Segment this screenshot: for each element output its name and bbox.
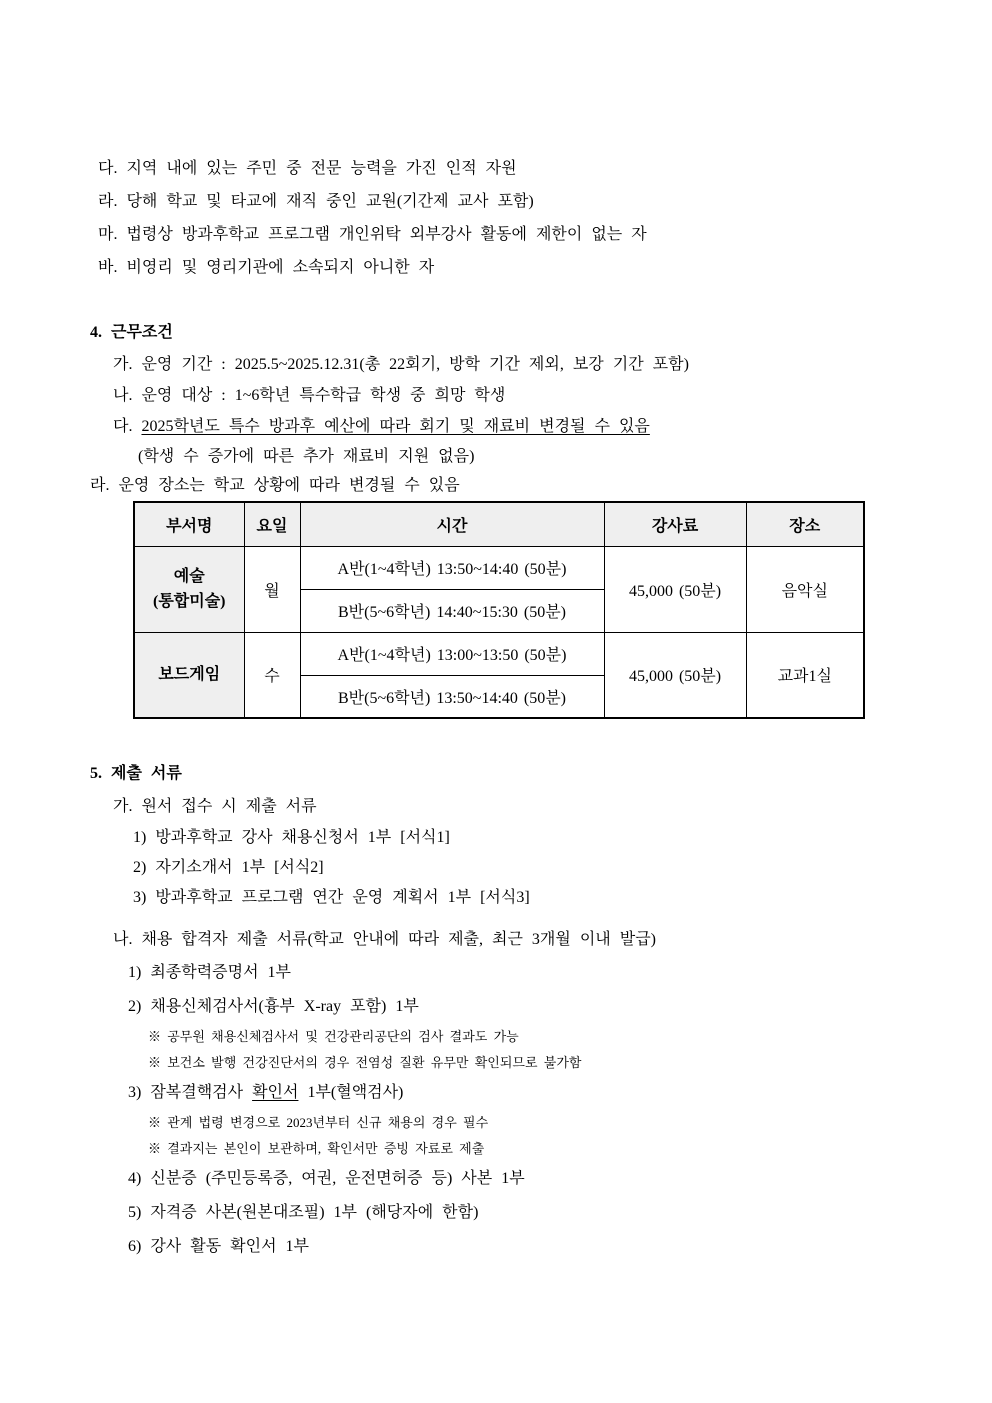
dept-line: 보드게임 [158,666,221,684]
dept-cell [134,546,244,632]
item-text-underlined: 2025학년도 특수 방과후 예산에 따라 회기 및 재료비 변경될 수 있음 [141,418,650,435]
item-text: 법령상 방과후학교 프로그램 개인위탁 외부강사 활동에 제한이 없는 자 [126,226,647,243]
item-text: 원서 접수 시 제출 서류 [141,798,317,815]
item-text: 당해 학교 및 타교에 재직 중인 교원(기간제 교사 포함) [126,193,534,210]
list-item: 3) 방과후학교 프로그램 연간 운영 계획서 1부 [서식3] [133,889,530,906]
section-title: 5. 제출 서류 [90,765,182,782]
col-header-time: 시간 [300,502,604,546]
dept-line: (통합미술) [153,593,226,610]
table-header-row [134,502,864,546]
col-header-dept: 부서명 [134,502,244,546]
eligibility-list [0,152,992,284]
subsection-header [113,790,992,823]
item-label: 바. [98,259,118,276]
section-submission-documents [0,757,992,1264]
list-item-note: ※ 관계 법령 변경으로 2023년부터 신규 채용의 경우 필수 [148,1115,489,1130]
list-item [113,349,992,380]
item-label: 가. [113,798,133,815]
list-item [98,152,992,185]
schedule-table [133,501,865,719]
fee-cell: 45,000 (50분) [604,632,746,718]
section-working-conditions [0,316,992,719]
list-item [113,411,992,442]
item-text-underlined: 확인서 [252,1084,299,1101]
day-cell: 월 [244,546,300,632]
time-cell: B반(5~6학년) 13:50~14:40 (50분) [300,675,604,718]
list-item-note: ※ 결과지는 본인이 보관하며, 확인서만 증빙 자료로 제출 [148,1141,485,1156]
place-cell: 교과1실 [746,632,864,718]
item-label: 라. [90,477,110,494]
list-item: 2) 채용신체검사서(흉부 X-ray 포함) 1부 [128,998,419,1015]
list-item: 6) 강사 활동 확인서 1부 [128,1238,309,1255]
item-text: 비영리 및 영리기관에 소속되지 아니한 자 [126,259,435,276]
list-item [90,471,992,501]
dept-cell [134,632,244,718]
dept-line: 예술 [173,568,205,585]
item-label: 라. [98,193,118,210]
list-item-note: (학생 수 증가에 따른 추가 재료비 지원 없음) [138,448,475,465]
table-row [134,632,864,675]
table-row [134,546,864,589]
item-label: 나. [113,387,133,404]
list-item: 5) 자격증 사본(원본대조필) 1부 (해당자에 한함) [128,1204,479,1221]
list-item-note: ※ 공무원 채용신체검사서 및 건강관리공단의 검사 결과도 가능 [148,1029,519,1044]
item-text: 운영 장소는 학교 상황에 따라 변경될 수 있음 [118,477,460,494]
item-text: 3) 잠복결핵검사 [128,1084,253,1101]
item-label: 다. [98,160,118,177]
list-item [98,218,992,251]
list-item [113,380,992,411]
item-text: 1부(혈액검사) [298,1084,404,1101]
col-header-place: 장소 [746,502,864,546]
time-cell: B반(5~6학년) 14:40~15:30 (50분) [300,589,604,632]
fee-cell: 45,000 (50분) [604,546,746,632]
subsection-header [113,923,992,956]
item-label: 마. [98,226,118,243]
item-label: 다. [113,418,133,435]
list-item [98,185,992,218]
section-title: 4. 근무조건 [90,324,173,341]
item-text: 채용 합격자 제출 서류(학교 안내에 따라 제출, 최근 3개월 이내 발급) [141,931,656,948]
list-item-note: ※ 보건소 발행 건강진단서의 경우 전염성 질환 유무만 확인되므로 불가함 [148,1055,582,1070]
time-cell: A반(1~4학년) 13:00~13:50 (50분) [300,632,604,675]
day-cell: 수 [244,632,300,718]
time-cell: A반(1~4학년) 13:50~14:40 (50분) [300,546,604,589]
list-item [128,1076,992,1110]
item-text: 운영 대상 : 1~6학년 특수학급 학생 중 희망 학생 [141,387,506,404]
place-cell: 음악실 [746,546,864,632]
list-item: 4) 신분증 (주민등록증, 여권, 운전면허증 등) 사본 1부 [128,1170,525,1187]
list-item: 2) 자기소개서 1부 [서식2] [133,859,324,876]
col-header-day: 요일 [244,502,300,546]
item-text: 운영 기간 : 2025.5~2025.12.31(총 22회기, 방학 기간 제외, 보강 기간 포함) [141,356,689,373]
item-text: 지역 내에 있는 주민 중 전문 능력을 가진 인적 자원 [126,160,517,177]
item-label: 가. [113,356,133,373]
list-item: 1) 최종학력증명서 1부 [128,964,291,981]
col-header-fee: 강사료 [604,502,746,546]
item-label: 나. [113,931,133,948]
list-item: 1) 방과후학교 강사 채용신청서 1부 [서식1] [133,829,450,846]
list-item [98,251,992,284]
